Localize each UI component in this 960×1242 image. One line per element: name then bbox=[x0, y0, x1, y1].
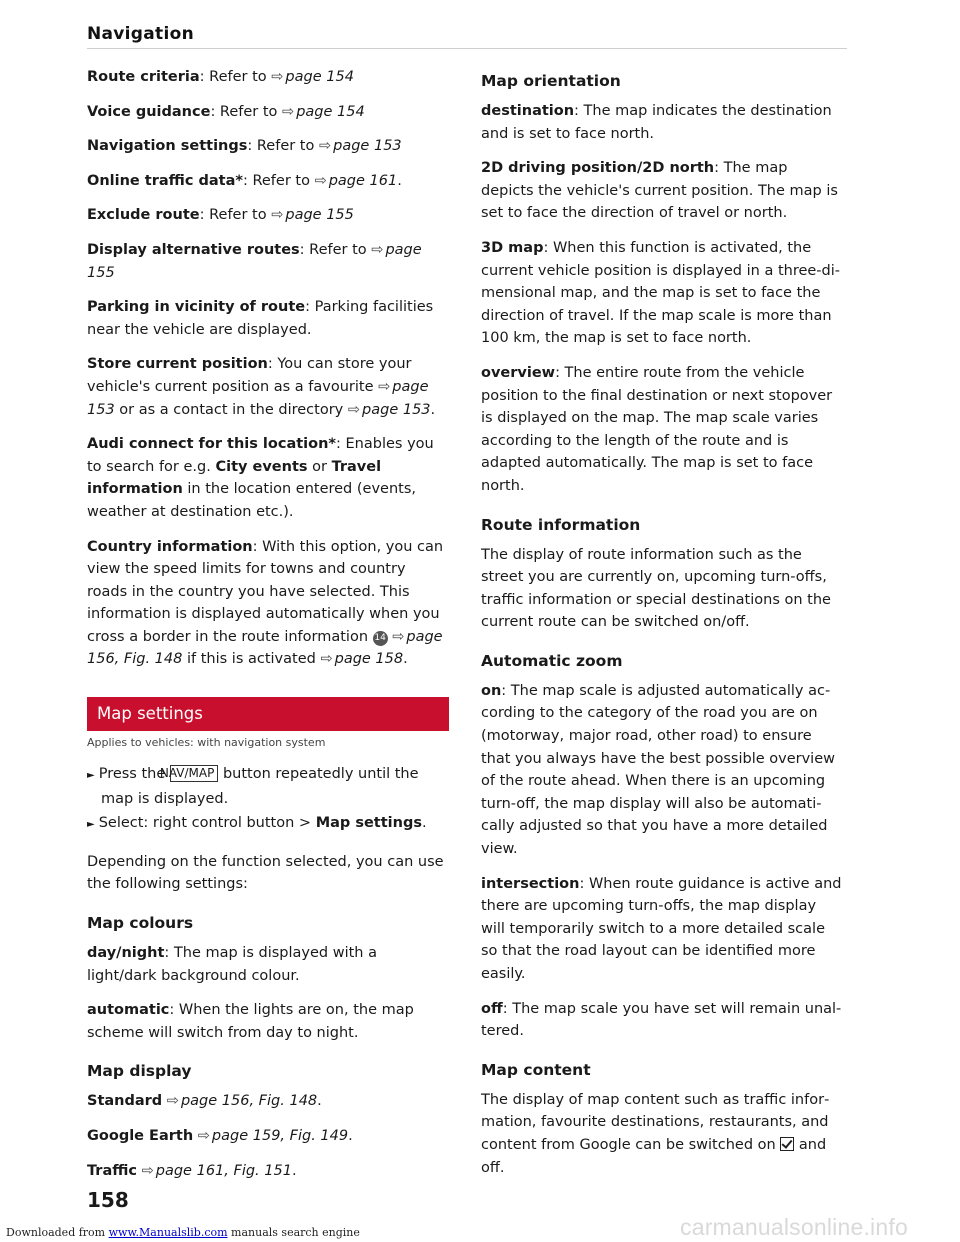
arrow-right-icon: ⇨ bbox=[378, 378, 391, 395]
arrow-right-icon: ⇨ bbox=[320, 651, 333, 668]
route-information-text: The display of route information such as the street you are currently on, upcoming turn-offs, traffic information or special destinations on the current route can be switched on/off. bbox=[481, 546, 831, 631]
instruction-step: ► Press the NAV/MAP button repeatedly until the map is displayed. bbox=[87, 766, 419, 807]
arrow-right-icon: ⇨ bbox=[314, 172, 327, 189]
arrow-right-icon: ⇨ bbox=[371, 241, 384, 258]
triangle-bullet-icon: ► bbox=[87, 819, 95, 831]
callout-number-icon: 14 bbox=[373, 631, 388, 646]
navigation-settings-item: Navigation settings: Refer to ⇨ page 153 bbox=[87, 138, 402, 155]
arrow-right-icon: ⇨ bbox=[282, 103, 295, 120]
page-ref-link[interactable]: ⇨ page 161 bbox=[314, 172, 398, 189]
manualslib-link[interactable]: www.Manualslib.com bbox=[108, 1226, 228, 1239]
page-ref-link[interactable]: ⇨ page 155 bbox=[271, 207, 354, 224]
map-content-text: The display of map content such as traffic information, favourite destinations, restaurants, and content from Google can be switched on and off. bbox=[481, 1091, 830, 1176]
page-ref-link[interactable]: ⇨ page 153 bbox=[347, 401, 431, 418]
site-watermark: carmanualsonline.info bbox=[680, 1214, 908, 1240]
destination-item: destination: The map indicates the destination and is set to face north. bbox=[481, 103, 832, 142]
page-ref-link[interactable]: ⇨ page 156, Fig. 148 bbox=[166, 1093, 318, 1110]
arrow-right-icon: ⇨ bbox=[141, 1162, 154, 1179]
map-content-heading: Map content bbox=[481, 1060, 591, 1079]
parking-item: Parking in vicinity of route: Parking facilities near the vehicle are displayed. bbox=[87, 299, 434, 338]
page-ref-link[interactable]: ⇨ page 153 bbox=[87, 378, 429, 418]
online-traffic-item: Online traffic data*: Refer to ⇨ page 161. bbox=[87, 172, 402, 189]
audi-connect-item: Audi connect for this location*: Enables you to search for e.g. City events or Travel information in the location entered (events, weather at destination etc.). bbox=[87, 436, 434, 520]
standard-item: Standard ⇨ page 156, Fig. 148. bbox=[87, 1093, 322, 1110]
download-footer: Downloaded from www.Manualslib.com manuals search engine bbox=[6, 1226, 360, 1239]
day-night-item: day/night: The map is displayed with a light/dark background colour. bbox=[87, 945, 377, 984]
page-ref-link[interactable]: ⇨ page 158 bbox=[320, 651, 404, 668]
map-3d-item: 3D map: When this function is activated, the current vehicle position is displayed in a three-dimensional map, and the map is set to face the direction of travel. If the map scale is more than 100 km, the map is set to face north. bbox=[481, 239, 841, 347]
google-earth-item: Google Earth ⇨ page 159, Fig. 149. bbox=[87, 1128, 353, 1144]
voice-guidance-item: Voice guidance: Refer to ⇨ page 154 bbox=[87, 103, 365, 120]
arrow-right-icon: ⇨ bbox=[166, 1093, 179, 1110]
arrow-right-icon: ⇨ bbox=[197, 1128, 210, 1144]
zoom-off-item: off: The map scale you have set will remain unaltered. bbox=[481, 1000, 842, 1040]
route-criteria-item: Route criteria: Refer to ⇨ page 154 bbox=[87, 69, 354, 85]
driving-position-item: 2D driving position/2D north: The map depicts the vehicle's current position. The map is set to face the direction of travel or north. bbox=[481, 160, 838, 222]
arrow-right-icon: ⇨ bbox=[271, 207, 284, 224]
zoom-intersection-item: intersection: When route guidance is active and there are upcoming turn-offs, the map display will temporarily switch to a more detailed scale so that the road layout can be identified more easily. bbox=[481, 875, 842, 982]
nav-map-key: NAV/MAP bbox=[170, 765, 218, 782]
arrow-right-icon: ⇨ bbox=[318, 138, 332, 155]
country-information-item: Country information: With this option, you can view the speed limits for towns and country roads in the country you have selected. This information is displayed automatically when you cross a border in the route information 14 ⇨ page 156, Fig. 148 if this is activated ⇨ page 158. bbox=[87, 538, 444, 668]
page-ref-link[interactable]: ⇨ page 156, Fig. 148 bbox=[87, 628, 443, 668]
triangle-bullet-icon: ► bbox=[87, 770, 95, 782]
arrow-right-icon: ⇨ bbox=[271, 69, 284, 85]
instruction-step: ► Select: right control button > Map settings. bbox=[87, 815, 427, 832]
zoom-on-item: on: The map scale is adjusted automatically according to the category of the road you are on (motorway, major road, other road) to ensure that you always have the best possible overview of the route ahead. When there is an upcoming turn-off, the map display will also be automatically adjusted so that you have a more detailed view. bbox=[481, 682, 835, 858]
route-information-heading: Route information bbox=[481, 515, 641, 534]
page-ref-link[interactable]: ⇨ page 154 bbox=[271, 69, 354, 85]
page-ref-link[interactable]: ⇨ page 159, Fig. 149 bbox=[197, 1128, 349, 1144]
page-ref-link[interactable]: ⇨ page 155 bbox=[87, 241, 422, 281]
page-number: 158 bbox=[87, 1188, 129, 1212]
overview-item: overview: The entire route from the vehicle position to the final destination or next stopover is displayed on the map. The map scale varies according to the length of the route and is adapted automatically. The map is set to face north. bbox=[481, 364, 833, 494]
store-position-item: Store current position: You can store your vehicle's current position as a favourite ⇨ page 153 or as a contact in the directory ⇨ page 153. bbox=[87, 356, 436, 418]
display-alternative-routes-item: Display alternative routes: Refer to ⇨ page 155 bbox=[87, 241, 422, 281]
map-settings-banner: Map settings bbox=[87, 697, 449, 731]
map-orientation-heading: Map orientation bbox=[481, 72, 621, 90]
section-title: Navigation bbox=[87, 24, 194, 44]
page-ref-link[interactable]: ⇨ page 154 bbox=[282, 103, 365, 120]
automatic-item: automatic: When the lights are on, the map scheme will switch from day to night. bbox=[87, 1002, 414, 1041]
page-ref-link[interactable]: ⇨ page 153 bbox=[318, 138, 402, 155]
applies-note: Applies to vehicles: with navigation system bbox=[87, 736, 326, 750]
map-display-heading: Map display bbox=[87, 1062, 192, 1081]
left-column bbox=[87, 66, 449, 1194]
right-column bbox=[481, 66, 843, 1191]
depending-text: Depending on the function selected, you can use the following settings: bbox=[87, 853, 444, 893]
exclude-route-item: Exclude route: Refer to ⇨ page 155 bbox=[87, 207, 354, 224]
arrow-right-icon: ⇨ bbox=[347, 401, 361, 418]
map-colours-heading: Map colours bbox=[87, 914, 194, 933]
traffic-item: Traffic ⇨ page 161, Fig. 151. bbox=[87, 1162, 297, 1179]
header-divider bbox=[87, 48, 847, 49]
automatic-zoom-heading: Automatic zoom bbox=[481, 651, 623, 670]
page-ref-link[interactable]: ⇨ page 161, Fig. 151 bbox=[141, 1162, 292, 1179]
checkbox-checked-icon bbox=[780, 1137, 794, 1151]
arrow-right-icon: ⇨ bbox=[392, 628, 405, 645]
